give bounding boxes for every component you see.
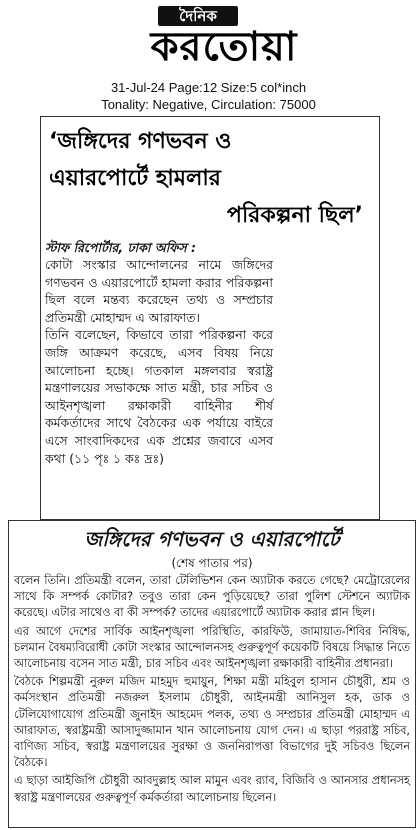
continuation-body [14, 573, 410, 806]
front-article [40, 116, 380, 520]
headline-line-1: ‘জঙ্গিদের গণভবন ও [49, 129, 232, 154]
continuation-headline: জঙ্গিদের গণভবন ও এয়ারপোর্টে [84, 527, 340, 551]
article-body [45, 256, 273, 467]
clip-meta-tonality: Tonality: Negative, Circulation: 75000 [101, 97, 316, 112]
article-byline: স্টাফ রিপোর্টার, ঢাকা অফিস : [45, 240, 197, 255]
headline-line-3: পরিকল্পনা ছিল’ [227, 203, 363, 228]
newspaper-masthead [0, 0, 417, 78]
continuation-paragraph: বৈঠকে শিল্পমন্ত্রী নুরুল মজিদ মাহমুদ হুমায়ুন, শিক্ষা মন্ত্রী মহিবুল হাসান চৌধুরী, শ্রম ও কর্মসংস্থান প্রতিমন্ত্রী নজরুল ইসলাম চৌধুরী, আইনমন্ত্রী আনিসুল হক, ডাক ও টেলিযোগাযোগ প্রতিমন্ত্রী জুনাইদ আহমেদ পলক, তথ্য ও সম্প্রচার প্রতিমন্ত্রী মোহাম্মদ এ আরাফাত, স্বরাষ্ট্রমন্ত্রী আসাদুজ্জামান খান আলোচনায় যোগ দেন। এ ছাড়া পররাষ্ট্র সচিব, বাণিজ্য সচিব, স্বরাষ্ট্র মন্ত্রণালয়ের সুরক্ষা ও জননিরাপত্তা বিভাগের দুই সচিবও ছিলেন বৈঠকে। [14, 675, 410, 770]
continuation-paragraph: এ ছাড়া আইজিপি চৌধুরী আবদুল্লাহ আল মামুন এবং র‍্যাব, বিজিবি ও আনসার প্রধানসহ স্বরাষ্ট্র মন্ত্রণালয়ের গুরুত্বপূর্ণ কর্মকর্তারা আলোচনায় ছিলেন। [14, 774, 410, 804]
masthead-top-word: দৈনিক [158, 6, 238, 26]
continuation-paragraph: বলেন তিনি। প্রতিমন্ত্রী বলেন, তারা টেলিভিশন কেন অ্যাটাক করতে গেছে? মেট্রোরেলের সাথে কি সম্পর্ক কোটার? তবুও তারা কেন পুড়িয়েছে? তারা পুলিশ স্টেশনে অ্যাটাক করেছে। এটার সাথেও বা কী সম্পর্ক? তাদের এয়ারপোর্টে অ্যাটাক করার প্লান ছিল। [14, 574, 410, 620]
continuation-article [8, 520, 416, 828]
article-paragraph: কোটা সংস্কার আন্দোলনের নামে জঙ্গিদের গণভবন ও এয়ারপোর্টে হামলা করার পরিকল্পনা ছিল বলে মন্তব্য করেছেন তথ্য ও সম্প্রচার প্রতিমন্ত্রী মোহাম্মদ এ আরাফাত। [45, 257, 273, 325]
article-headline [49, 123, 371, 234]
article-paragraph: তিনি বলেছেন, কিভাবে তারা পরিকল্পনা করে জঙ্গি আক্রমণ করেছে, এসব বিষয় নিয়ে আলোচনা হচ্ছে। গতকাল মঙ্গলবার স্বরাষ্ট্র মন্ত্রণালয়ের সভাকক্ষে সাত মন্ত্রী, চার সচিব ও আইনশৃঙ্খলা রক্ষাকারী বাহিনীর শীর্ষ কর্মকর্তাদের সাথে বৈঠকের এক পর্যায়ে বাইরে এসে সাংবাদিকদের এক প্রশ্নের জবাবে এসব কথা (১১ পৃঃ ১ কঃ দ্রঃ) [45, 327, 273, 466]
clip-meta-date-page: 31-Jul-24 Page:12 Size:5 col*inch [110, 80, 307, 95]
headline-line-2: এয়ারপোর্টে হামলার [49, 166, 221, 191]
continuation-paragraph: এর আগে দেশের সার্বিক আইনশৃঙ্খলা পরিস্থিতি, কারফিউ, জামায়াত-শিবির নিষিদ্ধ, চলমান বৈষম্যবিরোধী কোটা সংস্কার আন্দোলনসহ গুরুত্বপূর্ণ কয়েকটি বিষয়ে সিদ্ধান্ত নিতে আলোচনায় বসেন সাত মন্ত্রী, চার সচিব এবং আইনশৃঙ্খলা রক্ষাকারী বাহিনীর প্রধানরা। [14, 624, 410, 671]
continued-from-label: (শেষ পাতার পর) [171, 556, 253, 570]
newspaper-name: করতোয়া [150, 24, 298, 70]
